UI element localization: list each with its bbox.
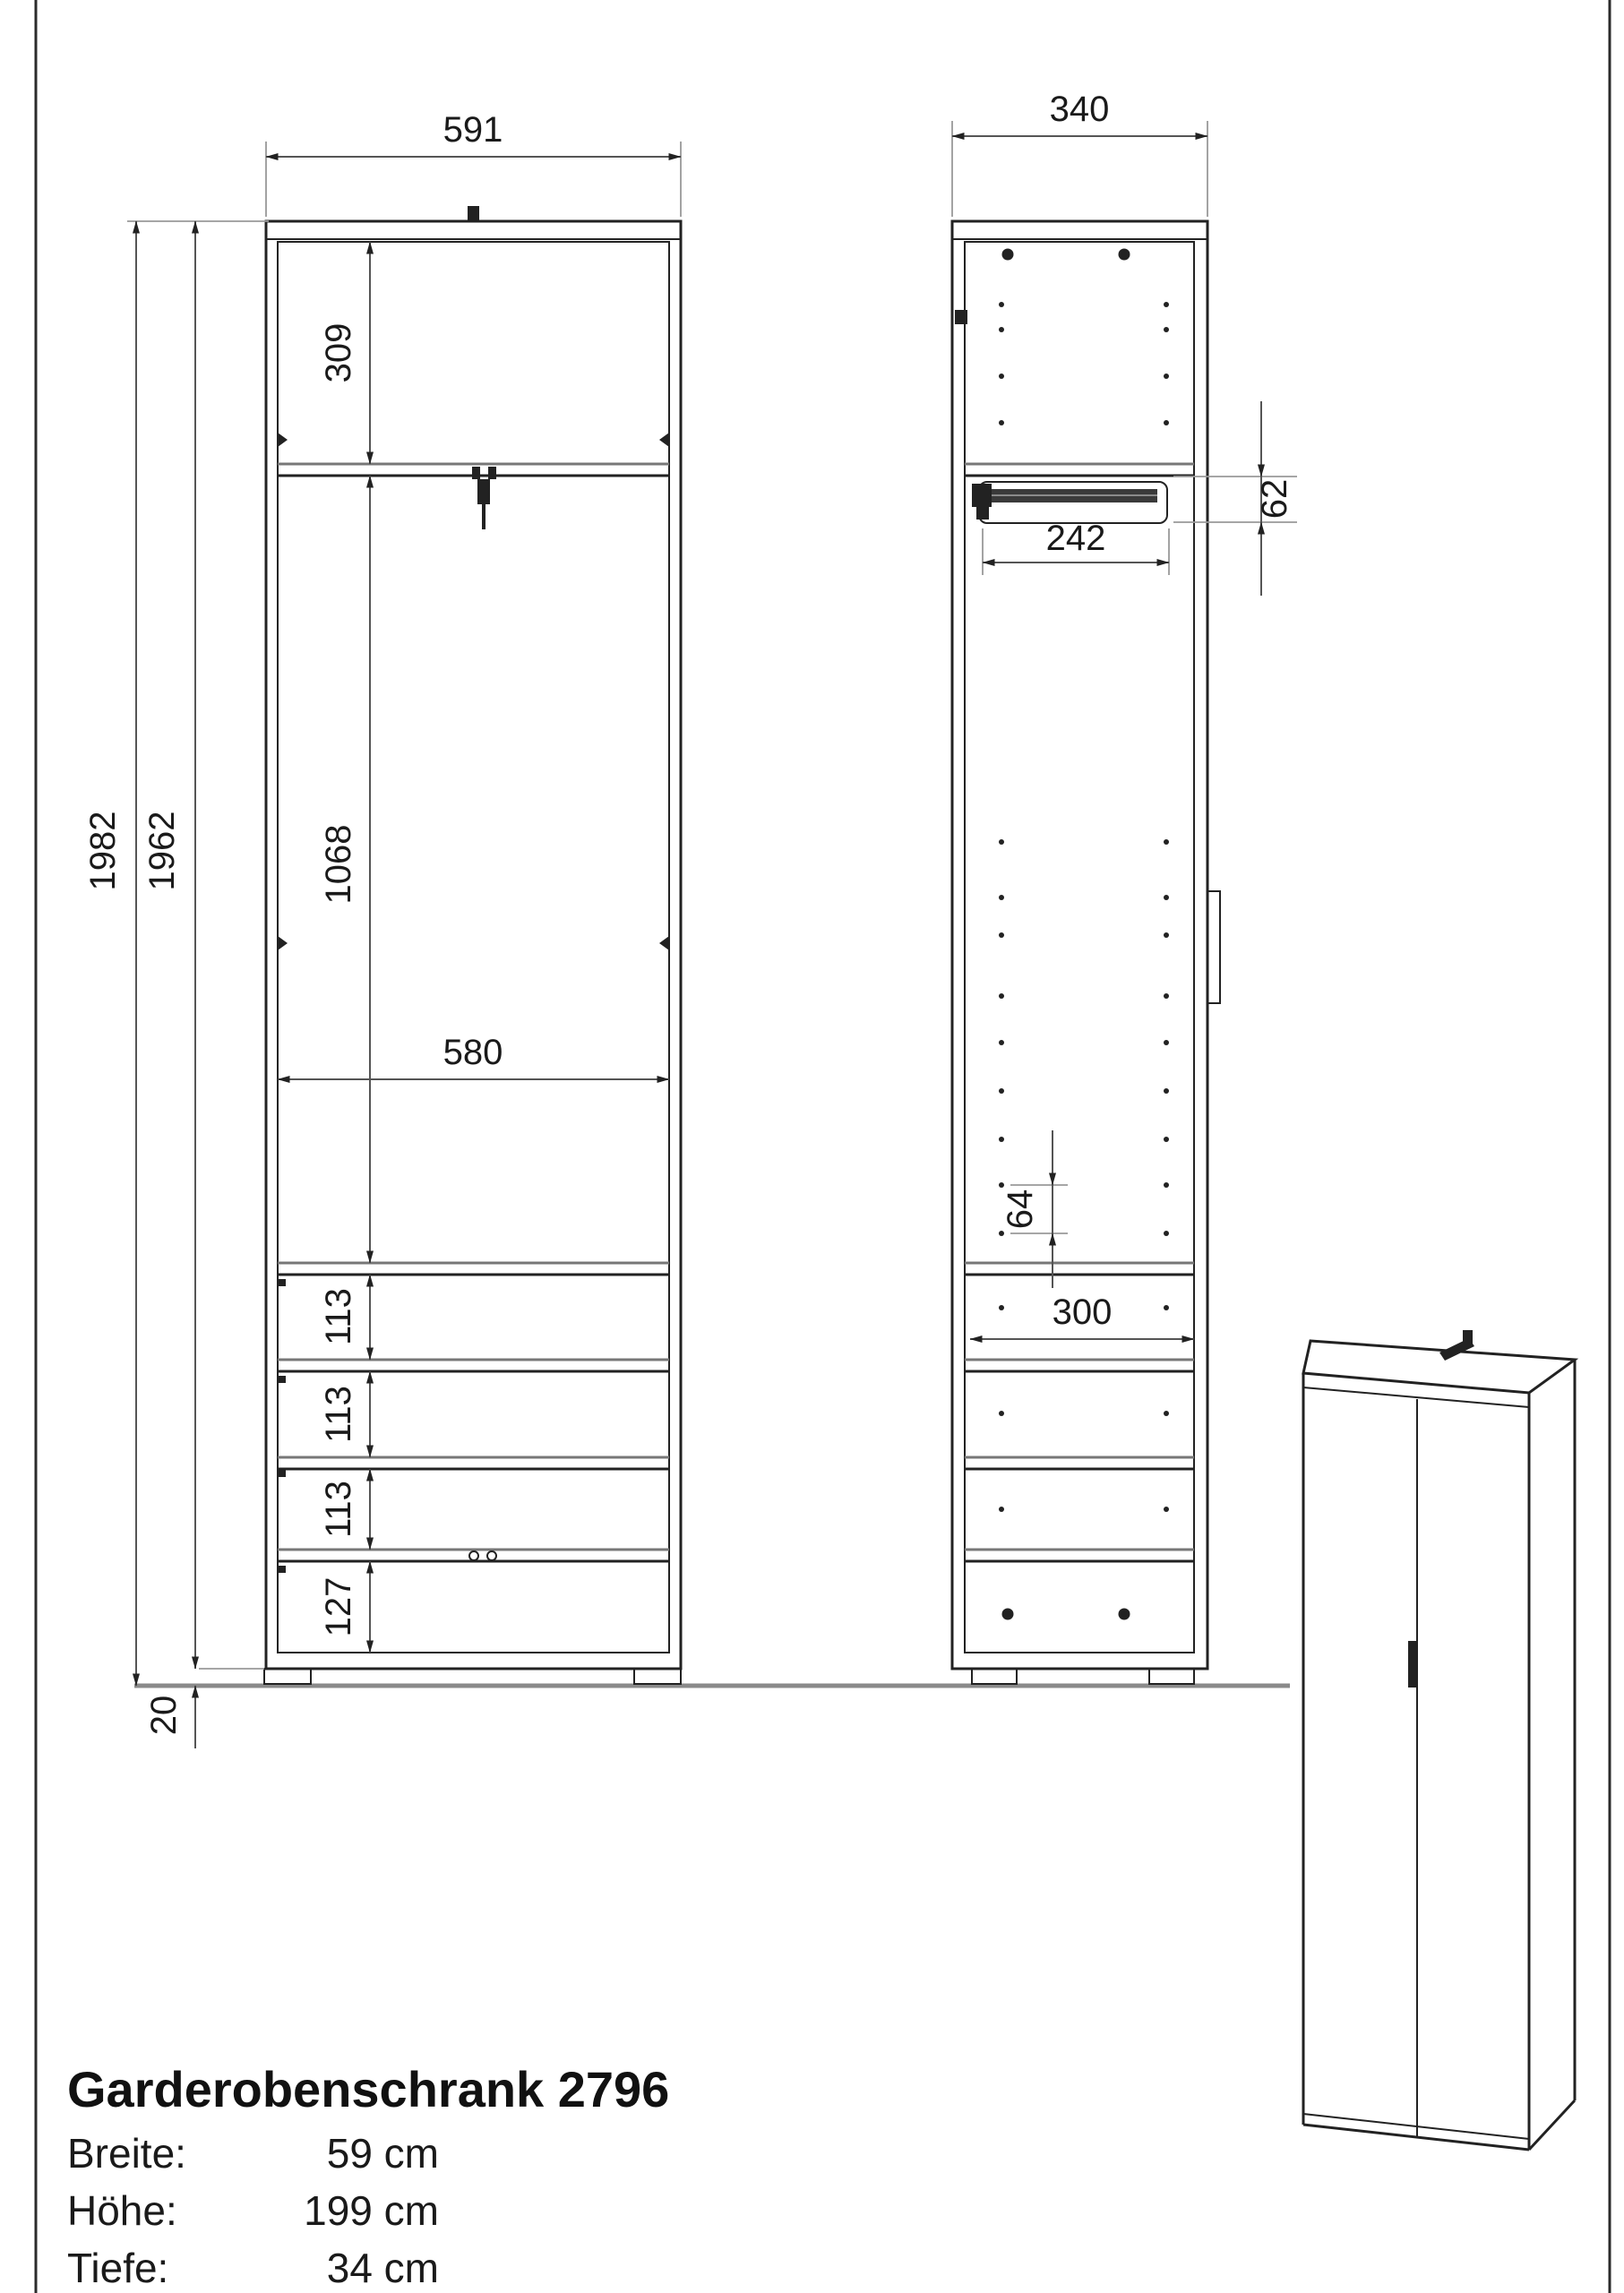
hole-pitch-label: 64 bbox=[1001, 1189, 1040, 1230]
shelf-gap-1-label: 113 bbox=[319, 1288, 358, 1345]
plinth-label: 20 bbox=[144, 1695, 184, 1736]
spec-value-hoehe: 199 cm bbox=[304, 2187, 439, 2234]
spec-value-breite: 59 cm bbox=[326, 2130, 439, 2177]
spec-label-tiefe: Tiefe: bbox=[67, 2245, 169, 2291]
hanging-section-label: 1068 bbox=[319, 824, 358, 905]
front-width-label: 591 bbox=[443, 110, 503, 150]
side-depth-label: 340 bbox=[1049, 90, 1110, 129]
top-fitting-icon bbox=[468, 206, 479, 221]
front-height-total-label: 1982 bbox=[83, 811, 123, 891]
inner-depth-label: 300 bbox=[1052, 1292, 1113, 1332]
top-compartment-label: 309 bbox=[319, 322, 358, 383]
inner-width-label: 580 bbox=[443, 1033, 503, 1072]
iso-top-fitting-pin bbox=[1463, 1330, 1473, 1344]
wall-fitting-block bbox=[955, 310, 967, 324]
iso-door-handle bbox=[1408, 1641, 1416, 1688]
front-height-body-label: 1962 bbox=[142, 811, 182, 891]
spec-value-tiefe: 34 cm bbox=[326, 2245, 439, 2291]
rail-length-label: 242 bbox=[1045, 519, 1106, 558]
spec-label-hoehe: Höhe: bbox=[67, 2187, 177, 2234]
rail-height-label: 62 bbox=[1255, 478, 1294, 520]
shelf-gap-4-label: 127 bbox=[319, 1576, 358, 1637]
spec-label-breite: Breite: bbox=[67, 2130, 186, 2177]
shelf-gap-2-label: 113 bbox=[319, 1386, 358, 1443]
product-title: Garderobenschrank 2796 bbox=[67, 2061, 670, 2117]
shelf-gap-3-label: 113 bbox=[319, 1481, 358, 1538]
